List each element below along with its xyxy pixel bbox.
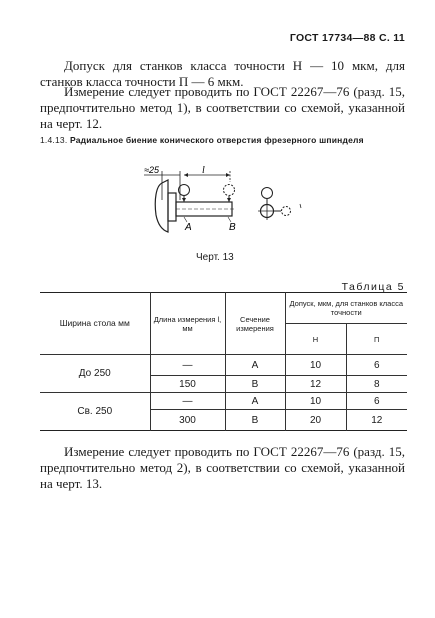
- clause-title: Радиальное биение конического отверстия фрезерного шпинделя: [69, 135, 364, 145]
- table-header: [40, 293, 407, 355]
- dim-label: ≈25: [144, 165, 159, 175]
- paragraph-measurement-method-2: Измерение следует проводить по ГОСТ 22267—76 (разд. 15, предпочтительно метод 2), в соответствии со схемой, указанной на черт. 13.: [40, 444, 405, 491]
- cell-length: 150: [150, 376, 225, 393]
- cell-tol-h: 12: [285, 376, 346, 393]
- clause-number: 1.4.13.: [40, 135, 68, 145]
- table-label: Таблица 5: [341, 281, 405, 293]
- indicator-b: [224, 185, 235, 196]
- cell-width: Св. 250: [40, 393, 150, 431]
- table-5: [40, 292, 407, 431]
- cell-tol-h: 10: [285, 355, 346, 376]
- cell-section: А: [225, 393, 285, 410]
- cell-length: —: [150, 393, 225, 410]
- header-measurement-length: Длина измерения l, мм: [150, 293, 225, 355]
- paragraph-measurement-method-1: Измерение следует проводить по ГОСТ 22267—76 (разд. 15, предпочтительно метод 1), в соответствии со схемой, указанной на черт. 12.: [40, 84, 405, 131]
- l-label: l: [202, 165, 205, 176]
- cell-tol-p: 12: [346, 410, 407, 431]
- page-header: ГОСТ 17734—88 С. 11: [289, 32, 405, 44]
- point-b-label: В: [229, 222, 236, 233]
- header-measurement-section: Сечение измерения: [225, 293, 285, 355]
- cell-tol-h: 10: [285, 393, 346, 410]
- cell-section: А: [225, 355, 285, 376]
- cell-length: 300: [150, 410, 225, 431]
- header-tolerance: Допуск, мкм, для станков класса точности: [285, 293, 407, 324]
- cell-tol-h: 20: [285, 410, 346, 431]
- table-row: [40, 393, 407, 410]
- header-class-h: Н: [285, 324, 346, 355]
- cell-section: В: [225, 376, 285, 393]
- point-a-label: А: [185, 222, 192, 233]
- clause-1-4-13: [40, 135, 405, 145]
- table-row: [40, 355, 407, 376]
- end-view-top-circle: [262, 188, 273, 199]
- figure-13-diagram: [140, 160, 340, 245]
- cell-tol-p: 6: [346, 393, 407, 410]
- figure-caption: Черт. 13: [196, 252, 234, 263]
- cell-tol-p: 6: [346, 355, 407, 376]
- header-table-width: Ширина стола мм: [40, 293, 150, 355]
- cell-length: —: [150, 355, 225, 376]
- spindle-flange: [168, 193, 176, 221]
- header-class-p: П: [346, 324, 407, 355]
- cell-tol-p: 8: [346, 376, 407, 393]
- end-view-side-indicator: [282, 207, 291, 216]
- cell-section: В: [225, 410, 285, 431]
- cell-width: До 250: [40, 355, 150, 393]
- paragraph-tolerance: Допуск для станков класса точности Н — 10 мкм, для станков класса точности П — 6 мкм.: [40, 58, 405, 89]
